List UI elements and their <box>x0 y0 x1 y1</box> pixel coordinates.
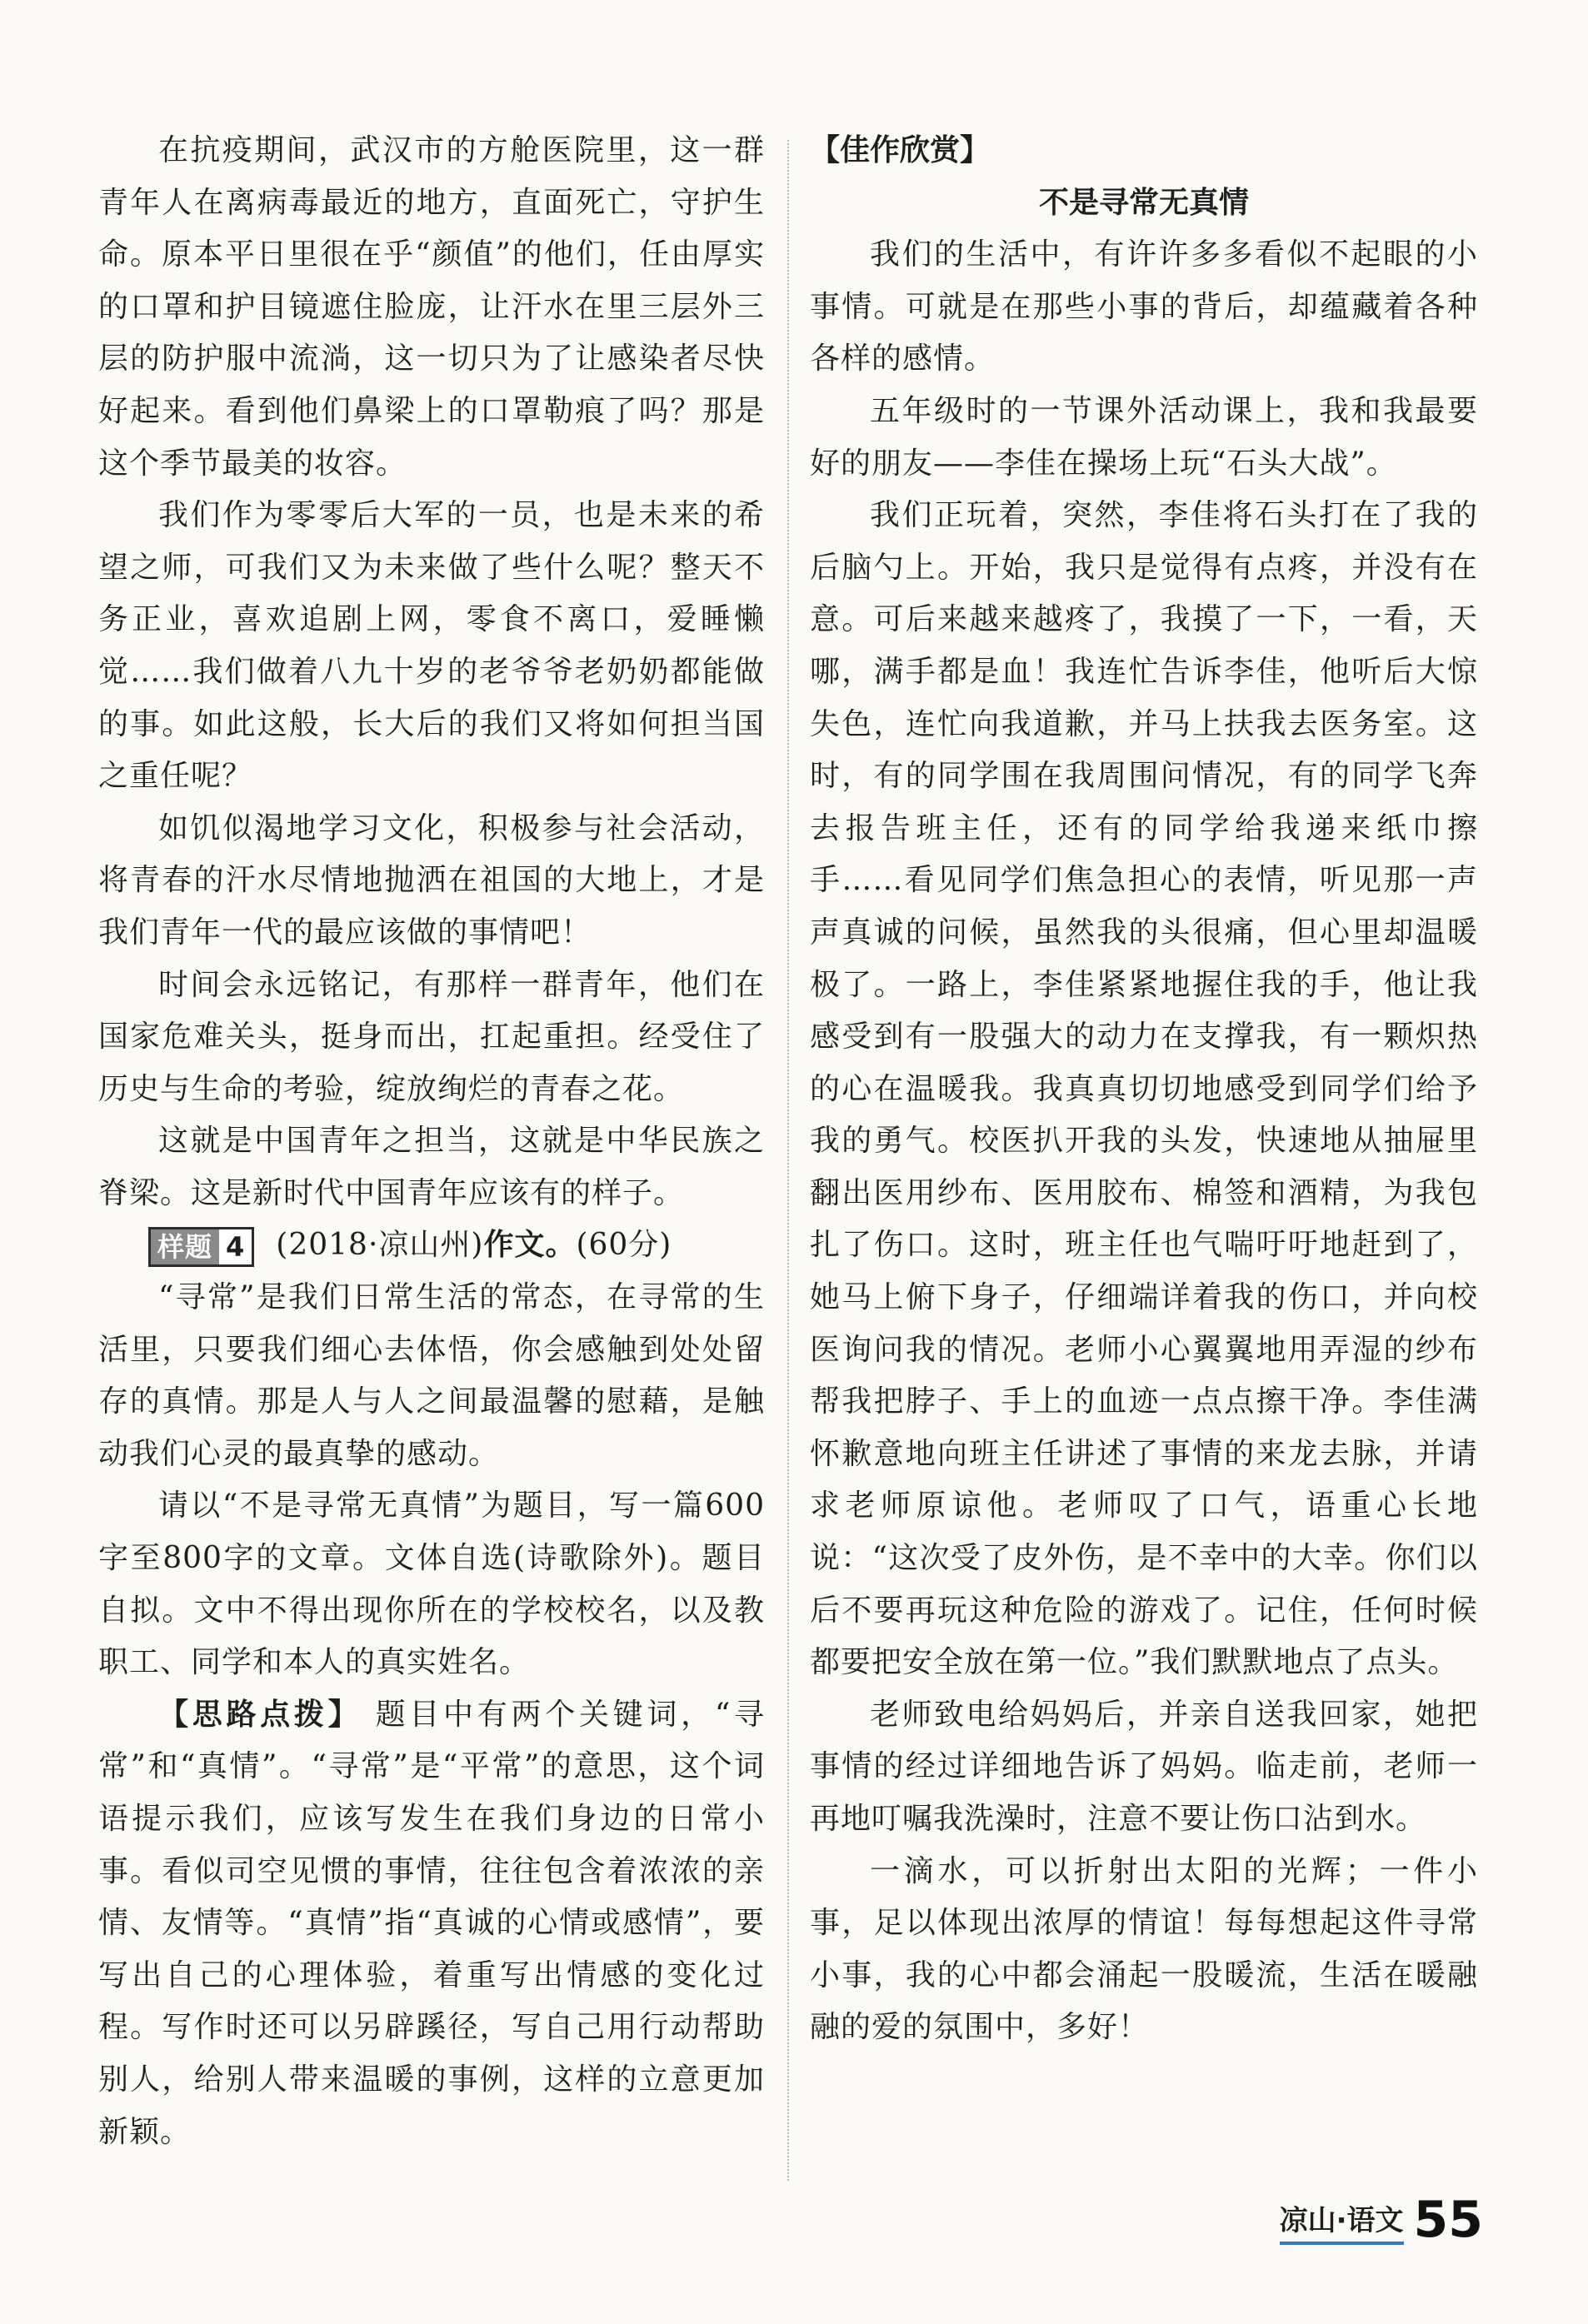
page-footer <box>1279 2187 1483 2249</box>
sample-score: (60分) <box>576 1228 672 1263</box>
sample-tag-text: 样题 <box>151 1229 219 1264</box>
body-paragraph: 我们作为零零后大军的一员，也是未来的希望之师，可我们又为未来做了些什么呢？整天不务正业，喜欢追剧上网，零食不离口，爱睡懒觉……我们做着八九十岁的老爷爷老奶奶都能做的事。如此这般，长大后的我们又将如何担当国之重任呢？ <box>98 498 765 794</box>
column-divider <box>787 140 789 2181</box>
sample-tag-number: 4 <box>219 1229 252 1264</box>
hint-text: 题目中有两个关键词，“寻常”和“真情”。“寻常”是“平常”的意思，这个词语提示我们，应该写发生在我们身边的日常小事。看似司空见惯的事情，往往包含着浓浓的亲情、友情等。“真情”指“真诚的心情或感情”，要写出自己的心理体验，着重写出情感的变化过程。写作时还可以另辟蹊径，写自己用行动帮助别人，给别人带来温暖的事例，这样的立意更加新颖。 <box>98 1697 766 2149</box>
essay-paragraph: 老师致电给妈妈后，并亲自送我回家，她把事情的经过详细地告诉了妈妈。临走前，老师一再地叮嘱我洗澡时，注意不要让伤口沾到水。 <box>810 1697 1478 1836</box>
body-paragraph: 如饥似渴地学习文化，积极参与社会活动，将青春的汗水尽情地抛洒在祖国的大地上，才是我们青年一代的最应该做的事情吧！ <box>98 810 765 950</box>
essay-paragraph: 我们正玩着，突然，李佳将石头打在了我的后脑勺上。开始，我只是觉得有点疼，并没有在意。可后来越来越疼了，我摸了一下，一看，天哪，满手都是血！我连忙告诉李佳，他听后大惊失色，连忙向我道歉，并马上扶我去医务室。这时，有的同学围在我周围问情况，有的同学飞奔去报告班主任，还有的同学给我递来纸巾擦手……看见同学们焦急担心的表情，听见那一声声真诚的问候，虽然我的头很痛，但心里却温暖极了。一路上，李佳紧紧地握住我的手，他让我感受到有一股强大的动力在支撑我，有一颗炽热的心在温暖我。我真真切切地感受到同学们给予我的勇气。校医扒开我的头发，快速地从抽屉里翻出医用纱布、医用胶布、棉签和酒精，为我包扎了伤口。这时，班主任也气喘吁吁地赶到了，她马上俯下身子，仔细端详着我的伤口，并向校医询问我的情况。老师小心翼翼地用弄湿的纱布帮我把脖子、手上的血迹一点点擦干净。李佳满怀歉意地向班主任讲述了事情的来龙去脉，并请求老师原谅他。老师叹了口气，语重心长地说：“这次受了皮外伤，是不幸中的大幸。你们以后不要再玩这种危险的游戏了。记住，任何时候都要把安全放在第一位。”我们默默地点了点头。 <box>810 498 1478 1680</box>
essay-title: 不是寻常无真情 <box>1038 185 1249 220</box>
essay-paragraph: 一滴水，可以折射出太阳的光辉；一件小事，足以体现出浓厚的情谊！每每想起这件寻常小事，我的心中都会涌起一股暖流，生活在暖融融的爱的氛围中，多好！ <box>810 1853 1478 2045</box>
essay-paragraph: 五年级时的一节课外活动课上，我和我最要好的朋友——李佳在操场上玩“石头大战”。 <box>810 393 1478 481</box>
sample-question-tag <box>148 1227 254 1267</box>
sample-question-header <box>98 1219 765 1272</box>
page-number: 55 <box>1413 2191 1483 2249</box>
sample-source: (2018·凉山州) <box>276 1228 484 1263</box>
left-column <box>98 125 765 2158</box>
prompt-paragraph: “寻常”是我们日常生活的常态，在寻常的生活里，只要我们细心去体悟，你会感触到处处留存的真情。那是人与人之间最温馨的慰藉，是触动我们心灵的最真挚的感动。 <box>98 1280 765 1471</box>
sample-task: 作文。 <box>483 1228 577 1263</box>
essay-paragraph: 我们的生活中，有许许多多看似不起眼的小事情。可就是在那些小事的背后，却蕴藏着各种各样的感情。 <box>810 237 1478 377</box>
hint-label: 【思路点拨】 <box>158 1697 362 1732</box>
body-paragraph: 这就是中国青年之担当，这就是中华民族之脊梁。这是新时代中国青年应该有的样子。 <box>98 1124 765 1210</box>
footer-label: 凉山·语文 <box>1280 2197 1404 2245</box>
right-column <box>810 125 1478 2054</box>
prompt-paragraph: 请以“不是寻常无真情”为题目，写一篇600字至800字的文章。文体自选(诗歌除外)。题目自拟。文中不得出现你所在的学校校名，以及教职工、同学和本人的真实姓名。 <box>98 1489 765 1680</box>
section-heading: 【佳作欣赏】 <box>810 133 991 167</box>
hint-paragraph <box>98 1689 765 2158</box>
body-paragraph: 时间会永远铭记，有那样一群青年，他们在国家危难关头，挺身而出，扛起重担。经受住了历史与生命的考验，绽放绚烂的青春之花。 <box>98 967 765 1106</box>
body-paragraph: 在抗疫期间，武汉市的方舱医院里，这一群青年人在离病毒最近的地方，直面死亡，守护生命。原本平日里很在乎“颜值”的他们，任由厚实的口罩和护目镜遮住脸庞，让汗水在里三层外三层的防护服中流淌，这一切只为了让感染者尽快好起来。看到他们鼻梁上的口罩勒痕了吗？那是这个季节最美的妆容。 <box>98 133 765 481</box>
